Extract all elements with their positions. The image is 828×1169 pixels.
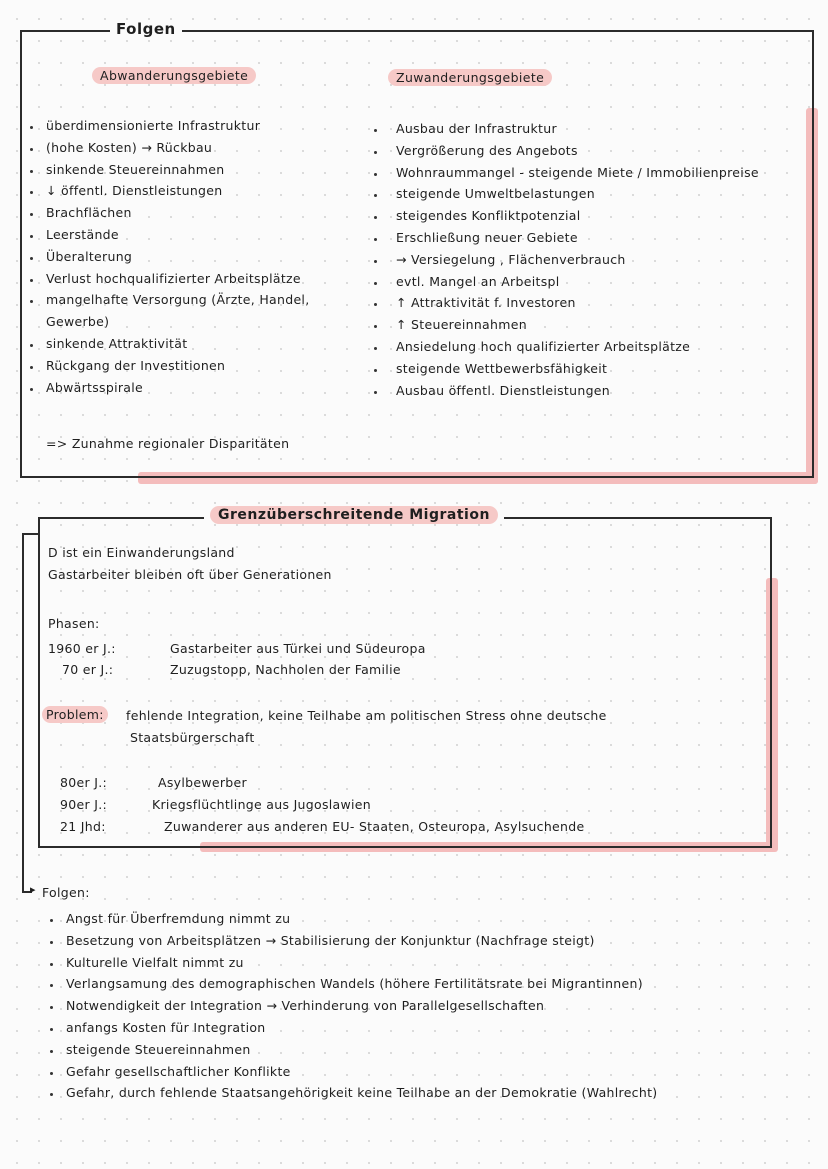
right-list-item: steigende Wettbewerbsfähigkeit (396, 360, 608, 376)
later-period-80: 80er J.: (60, 775, 107, 790)
right-list-item: evtl. Mangel an Arbeitspl (396, 273, 560, 289)
connector-top (22, 533, 38, 535)
problem-line-1: fehlende Integration, keine Teilhabe am politischen Stress ohne deutsche (126, 708, 607, 723)
phase-period-1960: 1960 er J.: (48, 641, 116, 656)
left-list-item: Gewerbe) (46, 314, 110, 330)
left-list-item: Leerstände (46, 227, 119, 242)
right-list-bullet-icon (374, 347, 377, 350)
left-list-item: Brachflächen (46, 205, 132, 221)
right-list-bullet-icon (374, 369, 377, 372)
left-list-bullet-icon (30, 344, 33, 347)
later-text-21: Zuwanderer aus anderen EU- Staaten, Osteuropa, Asylsuchende (164, 819, 585, 834)
section3-item: Angst für Überfremdung nimmt zu (66, 911, 291, 926)
phase-text-1960: Gastarbeiter aus Türkei und Südeuropa (170, 641, 426, 656)
left-list-bullet-icon (30, 279, 33, 282)
right-list-item: steigendes Konfliktpotenzial (396, 208, 581, 224)
left-list-bullet-icon (30, 235, 33, 238)
left-list-bullet-icon (30, 388, 33, 391)
connector-vertical (22, 533, 24, 893)
left-list-item: Abwärtsspirale (46, 379, 144, 395)
left-list-bullet-icon (30, 366, 33, 369)
section3-bullet-icon (50, 963, 53, 966)
section3-bullet-icon (50, 941, 53, 944)
problem-line-2: Staatsbürgerschaft (130, 730, 255, 745)
section3-bullet-icon (50, 1093, 53, 1096)
right-list-bullet-icon (374, 238, 377, 241)
left-list-item: ↓ öffentl. Dienstleistungen (46, 183, 223, 199)
section3-bullet-icon (50, 1006, 53, 1009)
left-list-bullet-icon (30, 257, 33, 260)
left-list-bullet-icon (30, 126, 33, 129)
left-list-item: überdimensionierte Infrastruktur (46, 118, 261, 133)
left-list-bullet-icon (30, 148, 33, 151)
intro-line-1: D ist ein Einwanderungsland (48, 545, 235, 560)
intro-line-2: Gastarbeiter bleiben oft über Generationen (48, 567, 332, 582)
later-text-80: Asylbewerber (158, 775, 247, 790)
right-list-bullet-icon (374, 151, 377, 154)
left-list-item: sinkende Attraktivität (46, 336, 188, 351)
section1-title: Folgen (110, 20, 182, 38)
left-list-item: Überalterung (46, 248, 133, 264)
section1-conclusion: => Zunahme regionaler Disparitäten (46, 436, 290, 451)
later-period-21: 21 Jhd: (60, 819, 106, 834)
left-heading: Abwanderungsgebiete (92, 68, 256, 83)
right-list-item: Erschließung neuer Gebiete (396, 230, 578, 245)
phase-text-70: Zuzugstopp, Nachholen der Familie (170, 662, 401, 677)
section3-item: Verlangsamung des demographischen Wandels (höhere Fertilitätsrate bei Migrantinnen) (66, 976, 643, 992)
right-list-item: Ausbau der Infrastruktur (396, 121, 557, 136)
left-list-bullet-icon (30, 170, 33, 173)
section3-bullet-icon (50, 1072, 53, 1075)
right-list-item: Wohnraummangel - steigende Miete / Immobilienpreise (396, 164, 759, 180)
right-list-bullet-icon (374, 282, 377, 285)
section3-item: steigende Steuereinnahmen (66, 1041, 251, 1057)
right-list-item: ↑ Attraktivität f. Investoren (396, 295, 576, 311)
right-list-item: steigende Umweltbelastungen (396, 186, 595, 202)
left-list-item: Rückgang der Investitionen (46, 357, 226, 373)
section3-bullet-icon (50, 1028, 53, 1031)
later-text-90: Kriegsflüchtlinge aus Jugoslawien (152, 797, 372, 812)
connector-arrowhead: ▸ (30, 883, 36, 896)
left-list-item: mangelhafte Versorgung (Ärzte, Handel, (46, 292, 310, 308)
section3-item: Besetzung von Arbeitsplätzen → Stabilisierung der Konjunktur (Nachfrage steigt) (66, 932, 595, 948)
section3-item: Notwendigkeit der Integration → Verhinderung von Parallelgesellschaften (66, 998, 545, 1014)
phase-period-70: 70 er J.: (62, 662, 114, 677)
problem-label: Problem: (42, 707, 108, 722)
right-heading: Zuwanderungsgebiete (388, 70, 552, 85)
right-list-bullet-icon (374, 129, 377, 132)
section3-bullet-icon (50, 919, 53, 922)
right-list-bullet-icon (374, 260, 377, 263)
section3-bullet-icon (50, 984, 53, 987)
phases-label: Phasen: (48, 616, 100, 631)
left-list-item: (hohe Kosten) → Rückbau (46, 139, 213, 155)
right-list-bullet-icon (374, 391, 377, 394)
section3-item: Gefahr gesellschaftlicher Konflikte (66, 1063, 291, 1079)
left-list-item: Verlust hochqualifizierter Arbeitsplätze (46, 270, 301, 286)
section3-item: Gefahr, durch fehlende Staatsangehörigkeit keine Teilhabe an der Demokratie (Wahlrecht) (66, 1085, 658, 1101)
section2-title: Grenzüberschreitende Migration (204, 507, 504, 523)
later-period-90: 90er J.: (60, 797, 107, 812)
right-list-bullet-icon (374, 173, 377, 176)
right-list-item: → Versiegelung , Flächenverbrauch (396, 251, 626, 267)
section3-item: anfangs Kosten für Integration (66, 1020, 266, 1035)
section3-bullet-icon (50, 1050, 53, 1053)
right-list-item: ↑ Steuereinnahmen (396, 317, 527, 333)
left-list-item: sinkende Steuereinnahmen (46, 161, 225, 177)
section3-title: Folgen: (42, 885, 90, 900)
right-list-item: Vergrößerung des Angebots (396, 142, 578, 158)
section3-item: Kulturelle Vielfalt nimmt zu (66, 954, 244, 970)
right-list-item: Ansiedelung hoch qualifizierter Arbeitsplätze (396, 339, 691, 354)
right-list-item: Ausbau öffentl. Dienstleistungen (396, 382, 611, 398)
